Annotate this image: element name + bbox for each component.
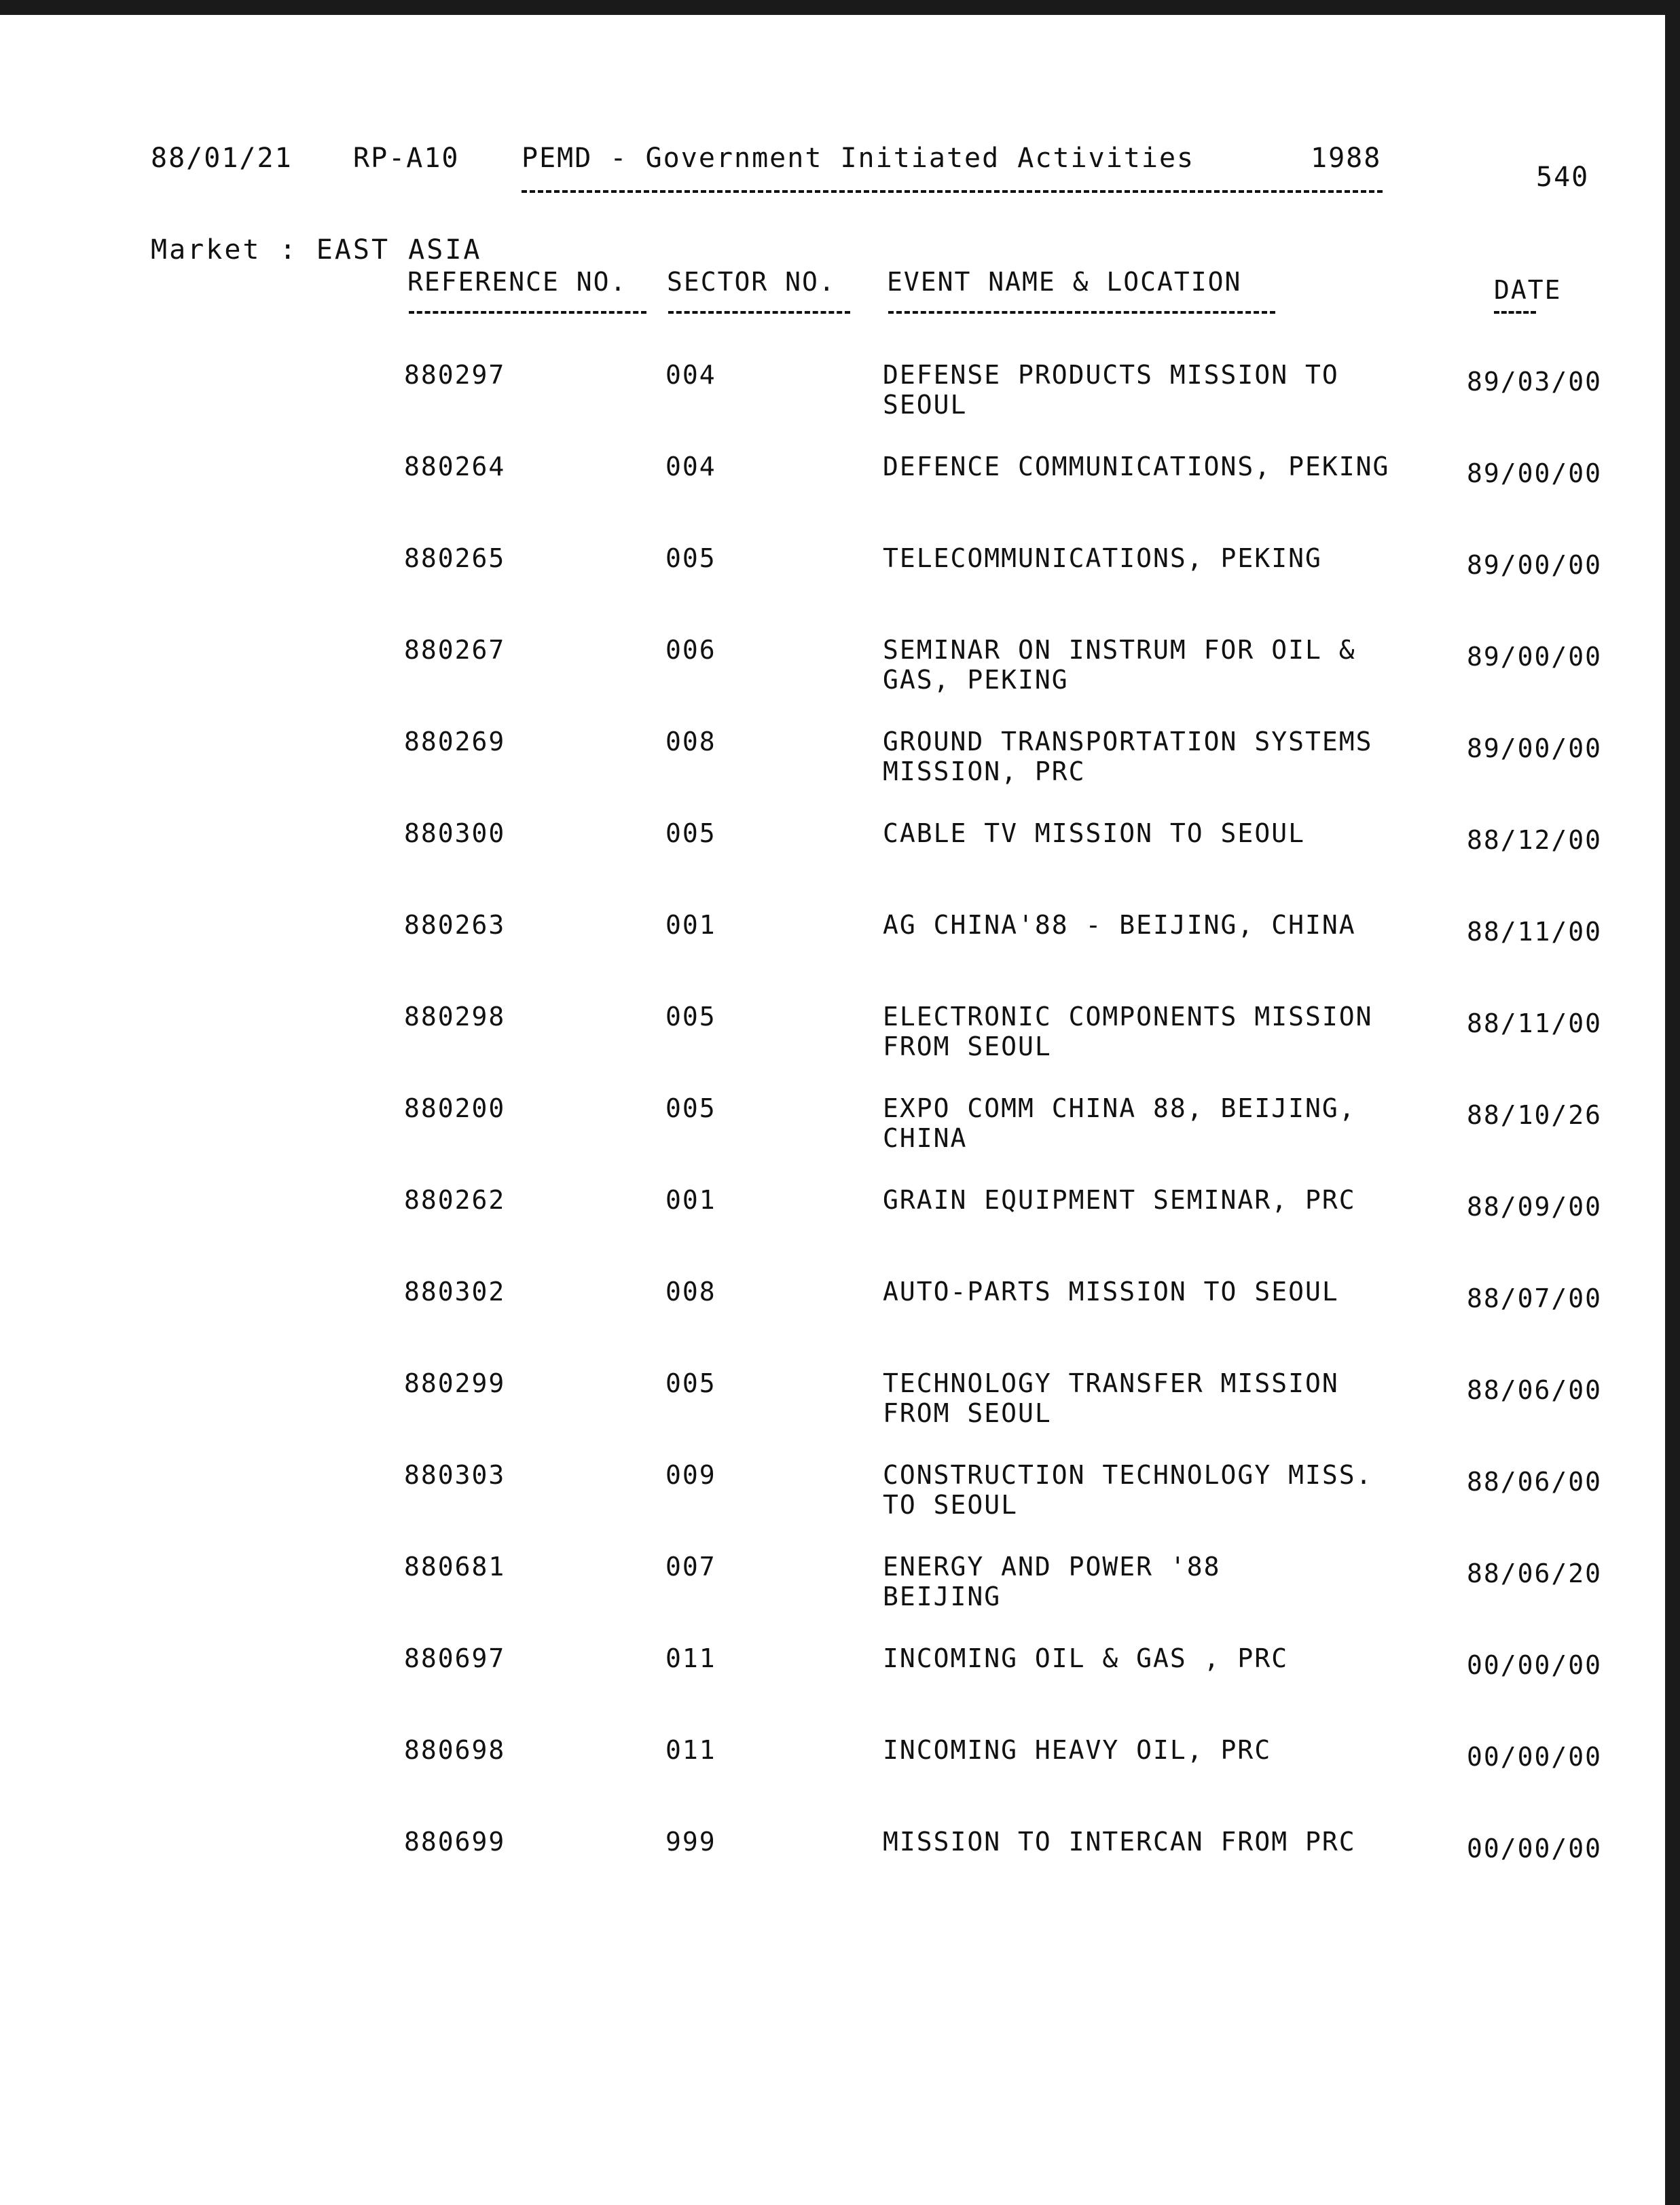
event-name bbox=[883, 1277, 1426, 1307]
reference-number: 880299 bbox=[404, 1368, 506, 1398]
event-line-1: AUTO-PARTS MISSION TO SEOUL bbox=[883, 1277, 1339, 1307]
event-date: 88/11/00 bbox=[1467, 1008, 1603, 1038]
event-date: 88/11/00 bbox=[1467, 917, 1603, 947]
table-row bbox=[0, 1735, 1680, 1827]
table-row bbox=[0, 1552, 1680, 1643]
page-number: 540 bbox=[1536, 162, 1590, 193]
event-date: 00/00/00 bbox=[1467, 1742, 1603, 1772]
sector-number: 005 bbox=[665, 1368, 716, 1398]
sector-number: 006 bbox=[665, 635, 716, 665]
column-header-reference: REFERENCE NO. bbox=[407, 267, 627, 297]
reference-number: 880262 bbox=[404, 1185, 506, 1215]
table-row bbox=[0, 818, 1680, 910]
sector-number: 011 bbox=[665, 1735, 716, 1765]
event-date: 88/06/00 bbox=[1467, 1467, 1603, 1497]
event-name bbox=[883, 543, 1426, 573]
sector-number: 005 bbox=[665, 818, 716, 848]
event-line-1: ELECTRONIC COMPONENTS MISSION bbox=[883, 1002, 1373, 1032]
event-line-1: TECHNOLOGY TRANSFER MISSION bbox=[883, 1368, 1339, 1398]
event-name bbox=[883, 1827, 1426, 1857]
reference-number: 880200 bbox=[404, 1093, 506, 1123]
report-year: 1988 bbox=[1311, 143, 1382, 174]
sector-number: 001 bbox=[665, 910, 716, 940]
event-line-1: GROUND TRANSPORTATION SYSTEMS bbox=[883, 727, 1373, 757]
event-date: 88/06/00 bbox=[1467, 1375, 1603, 1405]
column-header-date: DATE bbox=[1494, 275, 1562, 305]
column-rule-reference bbox=[409, 311, 646, 314]
event-name bbox=[883, 1093, 1426, 1153]
activities-table bbox=[0, 360, 1680, 1918]
sector-number: 011 bbox=[665, 1643, 716, 1673]
event-line-1: INCOMING OIL & GAS , PRC bbox=[883, 1643, 1289, 1673]
table-row bbox=[0, 1002, 1680, 1093]
sector-number: 009 bbox=[665, 1460, 716, 1490]
event-name bbox=[883, 910, 1426, 940]
event-line-1: MISSION TO INTERCAN FROM PRC bbox=[883, 1827, 1356, 1857]
event-line-2: FROM SEOUL bbox=[883, 1032, 1052, 1061]
reference-number: 880265 bbox=[404, 543, 506, 573]
event-name bbox=[883, 1002, 1426, 1061]
table-row bbox=[0, 543, 1680, 635]
market-line bbox=[151, 234, 482, 266]
sector-number: 004 bbox=[665, 452, 716, 481]
reference-number: 880681 bbox=[404, 1552, 506, 1582]
sector-number: 007 bbox=[665, 1552, 716, 1582]
event-date: 89/03/00 bbox=[1467, 367, 1603, 397]
table-row bbox=[0, 1827, 1680, 1918]
sector-number: 008 bbox=[665, 727, 716, 757]
reference-number: 880303 bbox=[404, 1460, 506, 1490]
event-date: 88/06/20 bbox=[1467, 1559, 1603, 1588]
event-date: 00/00/00 bbox=[1467, 1650, 1603, 1680]
report-title: PEMD - Government Initiated Activities bbox=[522, 143, 1195, 174]
event-name bbox=[883, 452, 1426, 481]
event-name bbox=[883, 360, 1426, 420]
event-name bbox=[883, 727, 1426, 786]
column-header-sector: SECTOR NO. bbox=[667, 267, 836, 297]
table-row bbox=[0, 727, 1680, 818]
reference-number: 880264 bbox=[404, 452, 506, 481]
event-line-2: TO SEOUL bbox=[883, 1490, 1019, 1520]
event-line-1: INCOMING HEAVY OIL, PRC bbox=[883, 1735, 1272, 1765]
scan-top-edge bbox=[0, 0, 1680, 15]
sector-number: 999 bbox=[665, 1827, 716, 1857]
event-date: 88/10/26 bbox=[1467, 1100, 1603, 1130]
event-line-1: GRAIN EQUIPMENT SEMINAR, PRC bbox=[883, 1185, 1356, 1215]
event-date: 88/09/00 bbox=[1467, 1192, 1603, 1222]
event-name bbox=[883, 1368, 1426, 1428]
event-line-2: FROM SEOUL bbox=[883, 1398, 1052, 1428]
event-line-1: SEMINAR ON INSTRUM FOR OIL & bbox=[883, 635, 1356, 665]
event-line-1: AG CHINA'88 - BEIJING, CHINA bbox=[883, 910, 1356, 940]
event-name bbox=[883, 818, 1426, 848]
table-row bbox=[0, 360, 1680, 452]
sector-number: 004 bbox=[665, 360, 716, 390]
reference-number: 880699 bbox=[404, 1827, 506, 1857]
column-rule-date bbox=[1494, 311, 1536, 314]
event-line-2: GAS, PEKING bbox=[883, 665, 1069, 695]
event-date: 89/00/00 bbox=[1467, 458, 1603, 488]
table-row bbox=[0, 452, 1680, 543]
sector-number: 005 bbox=[665, 1002, 716, 1032]
event-date: 89/00/00 bbox=[1467, 733, 1603, 763]
title-underline bbox=[522, 190, 1383, 193]
table-row bbox=[0, 1368, 1680, 1460]
report-date: 88/01/21 bbox=[151, 143, 293, 174]
report-id: RP-A10 bbox=[353, 143, 460, 174]
event-line-2: SEOUL bbox=[883, 390, 968, 420]
event-name bbox=[883, 1552, 1426, 1611]
reference-number: 880697 bbox=[404, 1643, 506, 1673]
reference-number: 880269 bbox=[404, 727, 506, 757]
reference-number: 880302 bbox=[404, 1277, 506, 1307]
event-name bbox=[883, 1643, 1426, 1673]
column-header-event: EVENT NAME & LOCATION bbox=[887, 267, 1242, 297]
event-date: 88/07/00 bbox=[1467, 1283, 1603, 1313]
event-line-1: DEFENCE COMMUNICATIONS, PEKING bbox=[883, 452, 1390, 481]
sector-number: 008 bbox=[665, 1277, 716, 1307]
reference-number: 880300 bbox=[404, 818, 506, 848]
table-row bbox=[0, 1460, 1680, 1552]
table-row bbox=[0, 1185, 1680, 1277]
reference-number: 880298 bbox=[404, 1002, 506, 1032]
table-row bbox=[0, 1093, 1680, 1185]
reference-number: 880267 bbox=[404, 635, 506, 665]
event-date: 00/00/00 bbox=[1467, 1834, 1603, 1863]
table-row bbox=[0, 635, 1680, 727]
event-date: 89/00/00 bbox=[1467, 550, 1603, 580]
event-name bbox=[883, 635, 1426, 695]
column-rule-event bbox=[888, 311, 1275, 314]
market-value: EAST ASIA bbox=[316, 234, 482, 266]
sector-number: 005 bbox=[665, 1093, 716, 1123]
reference-number: 880297 bbox=[404, 360, 506, 390]
event-line-1: DEFENSE PRODUCTS MISSION TO bbox=[883, 360, 1339, 390]
event-name bbox=[883, 1735, 1426, 1765]
event-line-1: CABLE TV MISSION TO SEOUL bbox=[883, 818, 1305, 848]
table-row bbox=[0, 910, 1680, 1002]
event-line-2: CHINA bbox=[883, 1123, 968, 1153]
event-name bbox=[883, 1460, 1426, 1520]
event-date: 89/00/00 bbox=[1467, 642, 1603, 672]
event-line-2: MISSION, PRC bbox=[883, 757, 1086, 786]
reference-number: 880698 bbox=[404, 1735, 506, 1765]
market-label: Market : bbox=[151, 234, 298, 266]
column-rule-sector bbox=[668, 311, 850, 314]
event-date: 88/12/00 bbox=[1467, 825, 1603, 855]
event-name bbox=[883, 1185, 1426, 1215]
event-line-1: EXPO COMM CHINA 88, BEIJING, bbox=[883, 1093, 1356, 1123]
event-line-1: ENERGY AND POWER '88 bbox=[883, 1552, 1221, 1582]
event-line-1: TELECOMMUNICATIONS, PEKING bbox=[883, 543, 1322, 573]
reference-number: 880263 bbox=[404, 910, 506, 940]
table-row bbox=[0, 1643, 1680, 1735]
event-line-1: CONSTRUCTION TECHNOLOGY MISS. bbox=[883, 1460, 1373, 1490]
sector-number: 001 bbox=[665, 1185, 716, 1215]
sector-number: 005 bbox=[665, 543, 716, 573]
event-line-2: BEIJING bbox=[883, 1582, 1002, 1611]
table-row bbox=[0, 1277, 1680, 1368]
